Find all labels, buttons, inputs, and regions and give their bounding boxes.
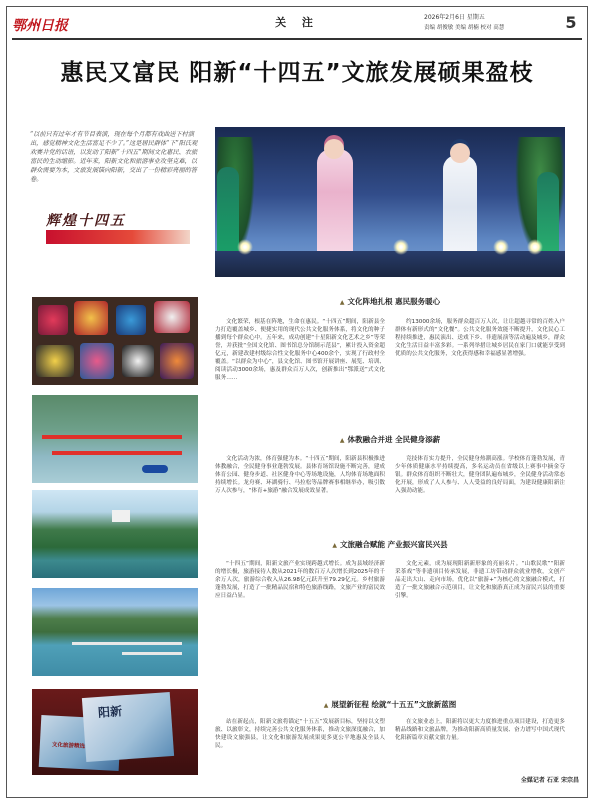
book-subtitle: 文化旅游精选 (51, 742, 86, 750)
island-building (112, 510, 130, 522)
stage-performance-photo (215, 127, 565, 277)
embroidery-item (116, 305, 146, 335)
section-heading (215, 700, 565, 711)
editor-credits: 责编 胡俊敏 美编 胡楠 校对 高慧 (424, 25, 505, 31)
book-title: 阳新 (97, 704, 123, 720)
stage-light (393, 239, 409, 255)
section-heading-text: 展望新征程 绘就“十五五”文旅新蓝图 (331, 700, 457, 709)
boat-float (142, 465, 168, 473)
pier (122, 652, 182, 655)
masthead-logo: 鄂州日报 (12, 18, 68, 34)
article-column: “十四五”期间，阳新文旅产业实现跨越式增长。成为县域经济新的增长极，旅游接待人数从2021年的数百万人次增长到2025年的千余万人次，旅游综合收入从26.98亿元跃升至79.29亿元。乡村旅游蓬勃发展，打造了一批精品民宿和特色旅游线路，文旅产业的富民效应日益凸显。 (215, 561, 385, 599)
embroidery-item (36, 345, 74, 377)
embroidery-item (74, 301, 108, 335)
section-heading-text: 文化阵地扎根 惠民服务暖心 (347, 297, 441, 306)
section-heading (215, 435, 565, 446)
actor-pink-costume (317, 149, 353, 257)
section-heading (215, 540, 565, 551)
section-heading (215, 297, 565, 308)
intro-paragraph: “以前只有过年才有节目表演，现在每个月都有戏曲送下村演出，感觉精神文化生活富足不少了。”这是居民群体“下”阳氏观欢赛井党的话语，以发动了阳新“十四五”期间文化惠民、农旅富民的生动缩影。近年来，阳新文化和旅游事业攻坚克难，以群众需要为本，文旅发展锚向阳新，交出了一份精彩亮丽的答卷。 (30, 131, 198, 183)
article-column: 文化元素，成为展现阳新新形象的亮丽名片。“山歌民歌”“阳新采茶戏”等非遗项目传承发展，非遗工坊带动群众就业增收，文创产品走出大山、走向市场。优化以“旅游+”为核心的文旅融合模式，打造了一批文旅融合示范项目，让文化和旅游真正成为富民兴县的重要引擎。 (395, 561, 565, 599)
heading-marker-icon: ▲ (323, 702, 329, 709)
heading-marker-icon: ▲ (332, 542, 337, 549)
dragon-boat (42, 435, 182, 439)
article-column: 约13000余场，服务群众超百万人次，让让超越寻常的百姓入户群体有新形式的“文化餐”。公共文化服务效能不断提升，文化民心工程持续推进，惠民演出、送戏下乡、非遗展演等活动遍及城乡，群众文化生活日益丰富多彩。一系列举措让城乡居民在家门口就能享受到优质的公共文化服务，文化获得感和幸福感显著增强。 (395, 319, 565, 357)
actor-white-head (450, 143, 470, 163)
dragon-boat-photo (32, 395, 198, 483)
tourism-books-photo (32, 689, 198, 775)
lake-marina-photo (32, 588, 198, 676)
intro-stamp (30, 206, 190, 248)
section-heading-text: 文旅融合赋能 产业振兴富民兴县 (340, 540, 448, 549)
crafts-photo (32, 297, 198, 385)
article-column: 站在新起点，阳新文旅将锚定“十五五”发展新目标，坚持以文塑旅、以旅彰文，持续完善公共文化服务体系，推动文旅深度融合，加快建设文旅强县，让文化和旅游发展成果更多更公平地惠及全县人民。 (215, 719, 385, 749)
actor-pink-head (324, 139, 344, 159)
section-heading-text: 体教融合并进 全民健身添薪 (347, 435, 441, 444)
dancer-left (217, 167, 239, 257)
embroidery-item (80, 343, 114, 379)
heading-marker-icon: ▲ (339, 437, 345, 444)
stage-light (237, 239, 253, 255)
stage-light (527, 239, 543, 255)
section-tag: 关 注 (275, 16, 319, 29)
actor-white-costume (443, 155, 477, 259)
header-rule (12, 38, 582, 40)
heading-marker-icon: ▲ (339, 299, 345, 306)
dragon-boat (52, 451, 182, 455)
main-headline: 惠民又富民 阳新“十四五”文旅发展硕果盈枝 (60, 60, 534, 86)
pier (72, 642, 182, 645)
embroidery-item (122, 345, 154, 377)
stage-light (493, 239, 509, 255)
embroidery-item (160, 343, 194, 379)
article-column: 竞技体育实力提升，全民健身热潮高涨。学校体育蓬勃发展，青少年体质健康水平持续提高，多名运动员在省级以上赛事中摘金夺银。群众体育组织不断壮大，健身团队遍布城乡，全民健身活动常态化开展，形成了人人参与、人人受益的良好局面，为建设健康阳新注入强劲动能。 (395, 456, 565, 494)
red-ribbon-graphic (46, 230, 190, 244)
article-column: 在文旅业态上，阳新将以更大力度推进重点项目建设，打造更多精品线路和文旅品牌，为推动阳新高质量发展、奋力谱写中国式现代化阳新篇章贡献文旅力量。 (395, 719, 565, 741)
stamp-text: 辉煌十四五 (46, 213, 126, 229)
page-number: 5 (565, 13, 577, 32)
book-cover (82, 692, 174, 762)
publication-date: 2026年2月6日 星期五 (424, 14, 485, 21)
article-column: 文化繁荣，根基在阵地，生命在惠民。“十四五”期间，阳新县全力打造覆盖城乡、便捷实用的现代公共文化服务体系，将文化的种子播到每个群众心中。五年来，成功创建“十星阳新文化艺术之乡”等荣誉，并获批“全国文化馆、图书馆总分馆制示范县”，累计投入资金超亿元，新建改建村级综合性文化服务中心400余个，实现了行政村全覆盖。“以群众为中心”，县文化馆、图书馆开展讲座、展览、培训、阅读活动3000余场，惠及群众百万人次，创新推出“鄂派送”式文化服务…… (215, 319, 385, 381)
island-aerial-photo (32, 490, 198, 578)
stage-floor (215, 251, 565, 277)
article-column: 文化活动为浓，体育强健为本。“十四五”期间，阳新县积极推进体教融合，全民健身事业蓬勃发展。县体育场馆设施不断完善，建成体育公园、健身步道、社区健身中心等场地设施，人均体育场地面积持续增长。龙舟赛、环湖骑行、马拉松等品牌赛事相继举办，吸引数万人次参与，“体育+旅游”融合发展成效显著。 (215, 456, 385, 494)
byline: 全媒记者 石亚 宋宗昌 (520, 777, 579, 784)
embroidery-item (154, 301, 190, 333)
embroidery-item (38, 305, 68, 335)
